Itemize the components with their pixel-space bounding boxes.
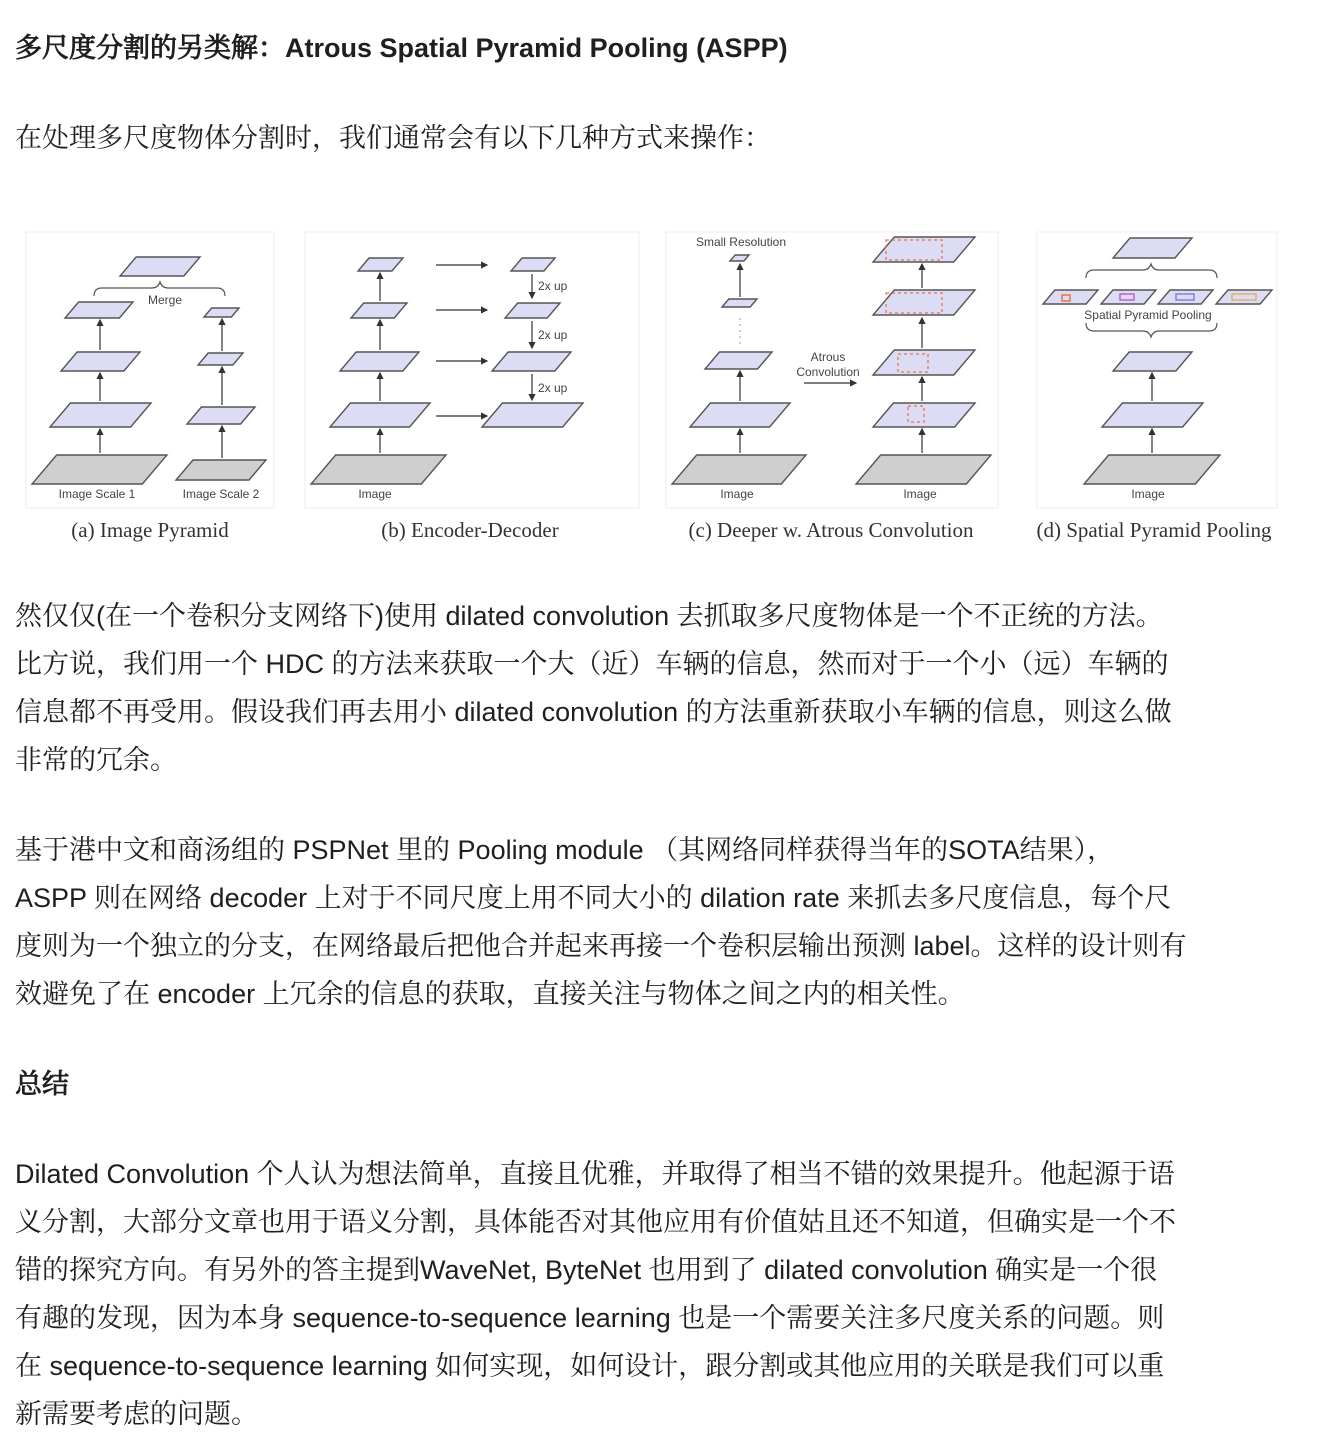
paragraph-line: 比方说，我们用一个 HDC 的方法来获取一个大（近）车辆的信息，然而对于一个小（远）车辆的 [15, 649, 1169, 679]
image-label: Image [903, 487, 937, 501]
paragraph-line: 非常的冗余。 [15, 745, 177, 775]
input-image-plane [311, 455, 446, 484]
input-image-plane [1084, 455, 1220, 484]
paragraph-line: Dilated Convolution 个人认为想法简单，直接且优雅，并取得了相当不错的效果提升。他起源于语 [15, 1159, 1175, 1189]
feature-map-plane [1102, 403, 1203, 427]
feature-map-plane [50, 403, 151, 427]
feature-map-plane [482, 403, 583, 427]
image-label: Image [358, 487, 392, 501]
feature-map-plane [505, 303, 560, 318]
paragraph-line: ASPP 则在网络 decoder 上对于不同尺度上用不同大小的 dilation rate 来抓去多尺度信息，每个尺 [15, 883, 1172, 913]
feature-map-plane [351, 303, 407, 318]
image-label: Image [1131, 487, 1165, 501]
feature-map-plane [1113, 352, 1192, 371]
feature-map-plane [511, 258, 555, 271]
paragraph-line: 基于港中文和商汤组的 PSPNet 里的 Pooling module （其网络同样获得当年的SOTA结果）， [15, 835, 1115, 865]
caption-c: (c) Deeper w. Atrous Convolution [688, 518, 974, 542]
atrous-label: Atrous [810, 350, 846, 364]
feature-map-plane [358, 258, 403, 271]
paragraph-line: 有趣的发现，因为本身 sequence-to-sequence learning 也是一个需要关注多尺度关系的问题。则 [15, 1303, 1165, 1333]
feature-map-plane [722, 299, 757, 307]
upsample-label: 2x up [538, 381, 568, 395]
merge-label: Merge [147, 293, 183, 307]
feature-map-plane [705, 352, 772, 369]
image-label: Image [720, 487, 754, 501]
image-scale-1-label: Image Scale 1 [58, 487, 136, 501]
feature-map-plane [873, 237, 975, 262]
paragraph-line: 然仅仅(在一个卷积分支网络下)使用 dilated convolution 去抓取多尺度物体是一个不正统的方法。 [15, 601, 1163, 631]
spp-top-brace [1086, 264, 1217, 278]
intro-paragraph: 在处理多尺度物体分割时，我们通常会有以下几种方式来操作： [15, 123, 771, 153]
input-image-plane [672, 455, 806, 484]
paragraph-line: 新需要考虑的问题。 [15, 1399, 258, 1429]
feature-map-plane [65, 302, 133, 318]
feature-map-plane [730, 255, 749, 261]
caption-b: (b) Encoder-Decoder [381, 518, 559, 542]
summary-heading: 总结 [15, 1069, 69, 1099]
image-scale-2-label: Image Scale 2 [182, 487, 260, 501]
feature-map-plane [690, 403, 790, 427]
feature-map-plane [120, 257, 200, 276]
feature-map-plane [1216, 290, 1272, 304]
input-image-plane [856, 455, 991, 484]
feature-map-plane [330, 403, 430, 427]
feature-map-plane [1101, 290, 1156, 304]
caption-a: (a) Image Pyramid [71, 518, 229, 542]
paragraph-line: 信息都不再受用。假设我们再去用小 dilated convolution 的方法重新获取小车辆的信息，则这么做 [15, 697, 1172, 727]
spp-bottom-brace [1086, 323, 1217, 337]
feature-map-plane [1158, 290, 1213, 304]
input-image-plane [176, 460, 266, 480]
paragraph-line: 错的探究方向。有另外的答主提到WaveNet, ByteNet 也用到了 dilated convolution 确实是一个很 [15, 1255, 1158, 1285]
paragraph-line: 效避免了在 encoder 上冗余的信息的获取，直接关注与物体之间之内的相关性。 [15, 979, 965, 1009]
feature-map-plane [340, 352, 419, 371]
paragraph-line: 在 sequence-to-sequence learning 如何实现，如何设计，跟分割或其他应用的关联是我们可以重 [15, 1351, 1165, 1381]
feature-map-plane [61, 352, 140, 371]
input-image-plane [32, 455, 167, 484]
feature-map-plane [1113, 238, 1192, 258]
paragraph-line: 义分割，大部分文章也用于语义分割，具体能否对其他应用有价值姑且还不知道，但确实是一个不 [15, 1207, 1176, 1237]
caption-d: (d) Spatial Pyramid Pooling [1036, 518, 1272, 542]
feature-map-plane [873, 290, 975, 315]
segmentation-methods-figure [0, 0, 1340, 560]
spp-label: Spatial Pyramid Pooling [1084, 308, 1212, 322]
feature-map-plane [198, 353, 243, 365]
upsample-label: 2x up [538, 328, 568, 342]
feature-map-plane [187, 407, 255, 424]
paragraph-line: 度则为一个独立的分支，在网络最后把他合并起来再接一个卷积层输出预测 label。这样的设计则有 [15, 931, 1187, 961]
feature-map-plane [204, 308, 239, 317]
upsample-label: 2x up [538, 279, 568, 293]
section-title: 多尺度分割的另类解：Atrous Spatial Pyramid Pooling (ASPP) [15, 33, 788, 63]
convolution-label: Convolution [796, 365, 860, 379]
small-resolution-label: Small Resolution [695, 235, 787, 249]
feature-map-plane [492, 352, 571, 371]
